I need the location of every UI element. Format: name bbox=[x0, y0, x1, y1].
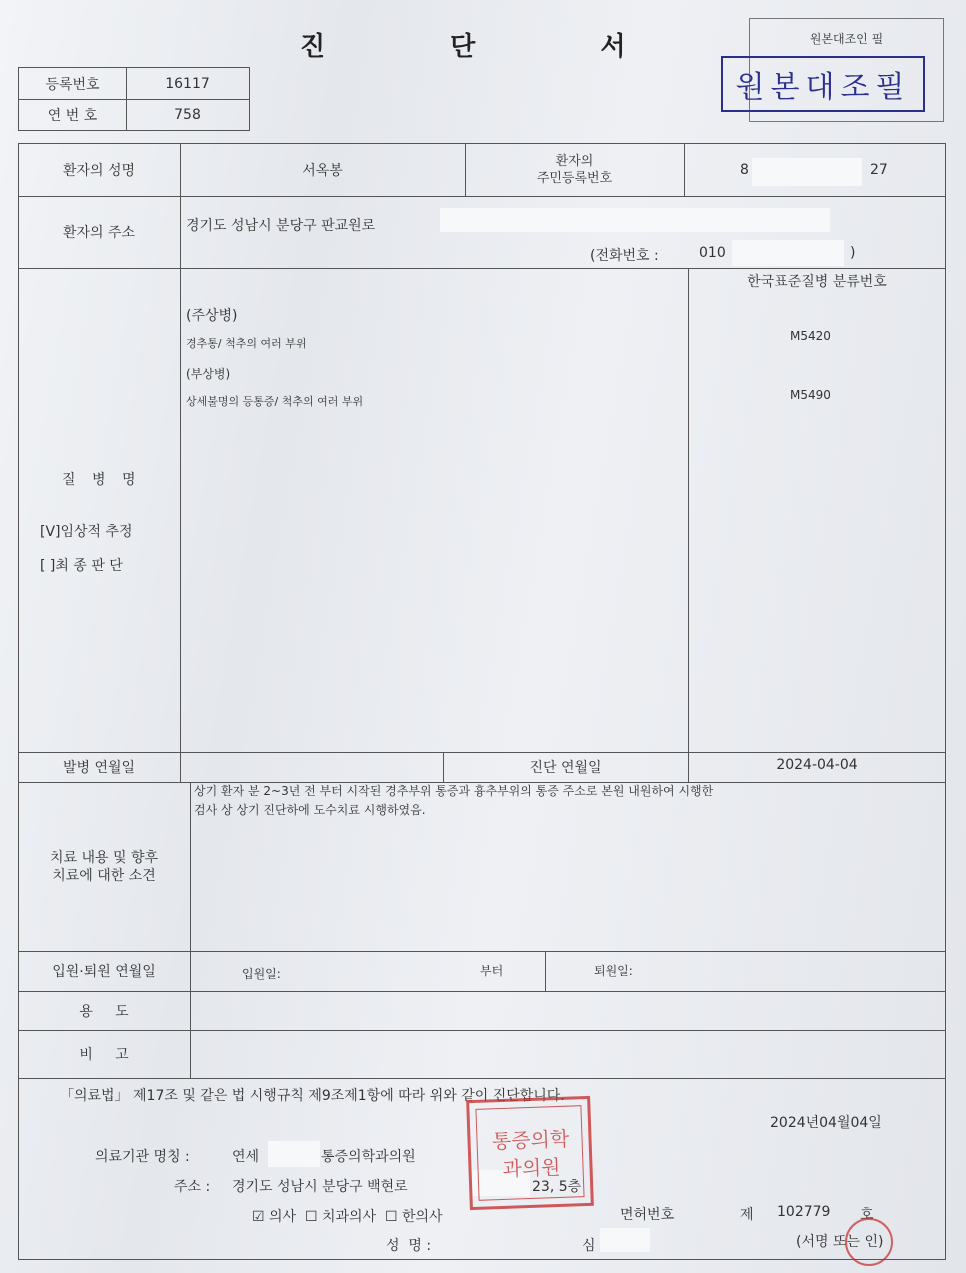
main-disease-label: (주상병) bbox=[186, 308, 238, 324]
redaction-signature bbox=[600, 1228, 650, 1252]
rrn-value-start: 8 bbox=[740, 162, 749, 178]
phone-prefix: (전화번호 : bbox=[590, 248, 659, 264]
institution-prefix: 연세 bbox=[232, 1149, 260, 1165]
registration-table bbox=[18, 67, 250, 131]
signature-suffix: (서명 또는 인) bbox=[796, 1234, 884, 1250]
redaction-address-detail bbox=[440, 208, 830, 232]
license-number: 102779 bbox=[777, 1204, 831, 1220]
redaction-institution bbox=[268, 1141, 320, 1167]
diagnosis-label: 질 병 명 bbox=[62, 472, 142, 488]
admission-label: 입원·퇴원 연월일 bbox=[52, 964, 156, 980]
admission-in-label: 입원일: bbox=[242, 967, 281, 981]
onset-label: 발병 연월일 bbox=[62, 760, 136, 776]
kcd-header: 한국표준질병 분류번호 bbox=[747, 274, 887, 290]
diagnosis-date-value: 2024-04-04 bbox=[776, 757, 858, 773]
institution-address-tail: 23, 5층 bbox=[532, 1179, 582, 1195]
phone-value: 010 bbox=[699, 245, 726, 261]
rrn-label bbox=[465, 143, 684, 196]
seal-text: 통증의학과의원 bbox=[491, 1126, 570, 1181]
issue-date: 2024년04월04일 bbox=[770, 1115, 882, 1131]
address-value: 경기도 성남시 분당구 판교원로 bbox=[186, 218, 376, 234]
license-prefix: 제 bbox=[740, 1207, 754, 1223]
rrn-value-end: 27 bbox=[870, 162, 888, 178]
sub-disease-code: M5490 bbox=[790, 388, 831, 402]
remarks-value bbox=[190, 1030, 946, 1078]
registration-value: 16117 bbox=[165, 75, 210, 92]
signature-seal bbox=[845, 1218, 893, 1266]
treatment-label bbox=[18, 782, 190, 951]
institution-label: 의료기관 명칭 : bbox=[95, 1149, 190, 1165]
rrn-label-line2: 주민등록번호 bbox=[536, 170, 613, 186]
law-statement: 「의료법」 제17조 및 같은 법 시행규칙 제9조제1항에 따라 위와 같이 진단합니다. bbox=[60, 1088, 565, 1104]
institution-seal bbox=[466, 1096, 594, 1210]
serial-value: 758 bbox=[174, 106, 201, 123]
serial-label: 연 번 호 bbox=[47, 107, 98, 124]
treatment-label-line1: 치료 내용 및 향후 bbox=[49, 849, 159, 866]
patient-name-value: 서옥봉 bbox=[302, 162, 343, 179]
treatment-text-line1: 상기 환자 분 2~3년 전 부터 시작된 경추부위 통증과 흉추부위의 통증 주소로 본원 내원하여 시행한 bbox=[194, 784, 714, 798]
remarks-label: 비 고 bbox=[79, 1047, 129, 1063]
treatment-label-line2: 치료에 대한 소견 bbox=[52, 867, 156, 884]
license-suffix: 호 bbox=[860, 1207, 874, 1223]
rrn-label-line1: 환자의 bbox=[555, 153, 594, 169]
diagnosis-date-label: 진단 연월일 bbox=[529, 760, 602, 776]
document-title: 진 단 서 bbox=[300, 32, 684, 62]
sub-disease-label: (부상병) bbox=[186, 367, 231, 381]
admission-from-label: 부터 bbox=[480, 964, 504, 978]
stamp-caption: 원본대조인 필 bbox=[809, 31, 884, 46]
registration-label: 등록번호 bbox=[45, 76, 100, 93]
treatment-text-line2: 검사 상 상기 진단하에 도수치료 시행하였음. bbox=[194, 803, 426, 817]
patient-name-label: 환자의 성명 bbox=[62, 162, 136, 179]
address-label-footer: 주소 : bbox=[174, 1179, 211, 1195]
stamp-text: 원본대조필 bbox=[735, 70, 911, 105]
onset-value bbox=[180, 752, 443, 782]
institution-address: 경기도 성남시 분당구 백현로 bbox=[232, 1179, 408, 1195]
institution-suffix: 통증의학과의원 bbox=[321, 1149, 416, 1165]
purpose-label: 용 도 bbox=[79, 1003, 129, 1020]
option-final: [ ]최 종 판 단 bbox=[40, 558, 123, 574]
purpose-value bbox=[190, 991, 946, 1030]
license-label: 면허번호 bbox=[620, 1207, 675, 1223]
original-copy-stamp bbox=[721, 56, 925, 112]
address-label: 환자의 주소 bbox=[62, 225, 136, 241]
main-disease-code: M5420 bbox=[790, 329, 831, 343]
admission-out-label: 퇴원일: bbox=[594, 964, 633, 978]
sub-disease-name: 상세불명의 등통증/ 척추의 여러 부위 bbox=[186, 395, 364, 408]
phone-suffix: ) bbox=[850, 245, 856, 261]
signature-label: 성 명 : bbox=[386, 1238, 432, 1254]
redaction-phone bbox=[732, 240, 844, 266]
redaction-rrn bbox=[752, 158, 862, 186]
doctor-type-checkboxes: ☑ 의사 ☐ 치과의사 ☐ 한의사 bbox=[252, 1209, 443, 1225]
signature-value: 심 bbox=[582, 1238, 596, 1254]
option-clinical: [V]임상적 추정 bbox=[40, 524, 133, 540]
main-disease-name: 경추통/ 척추의 여러 부위 bbox=[186, 337, 307, 350]
